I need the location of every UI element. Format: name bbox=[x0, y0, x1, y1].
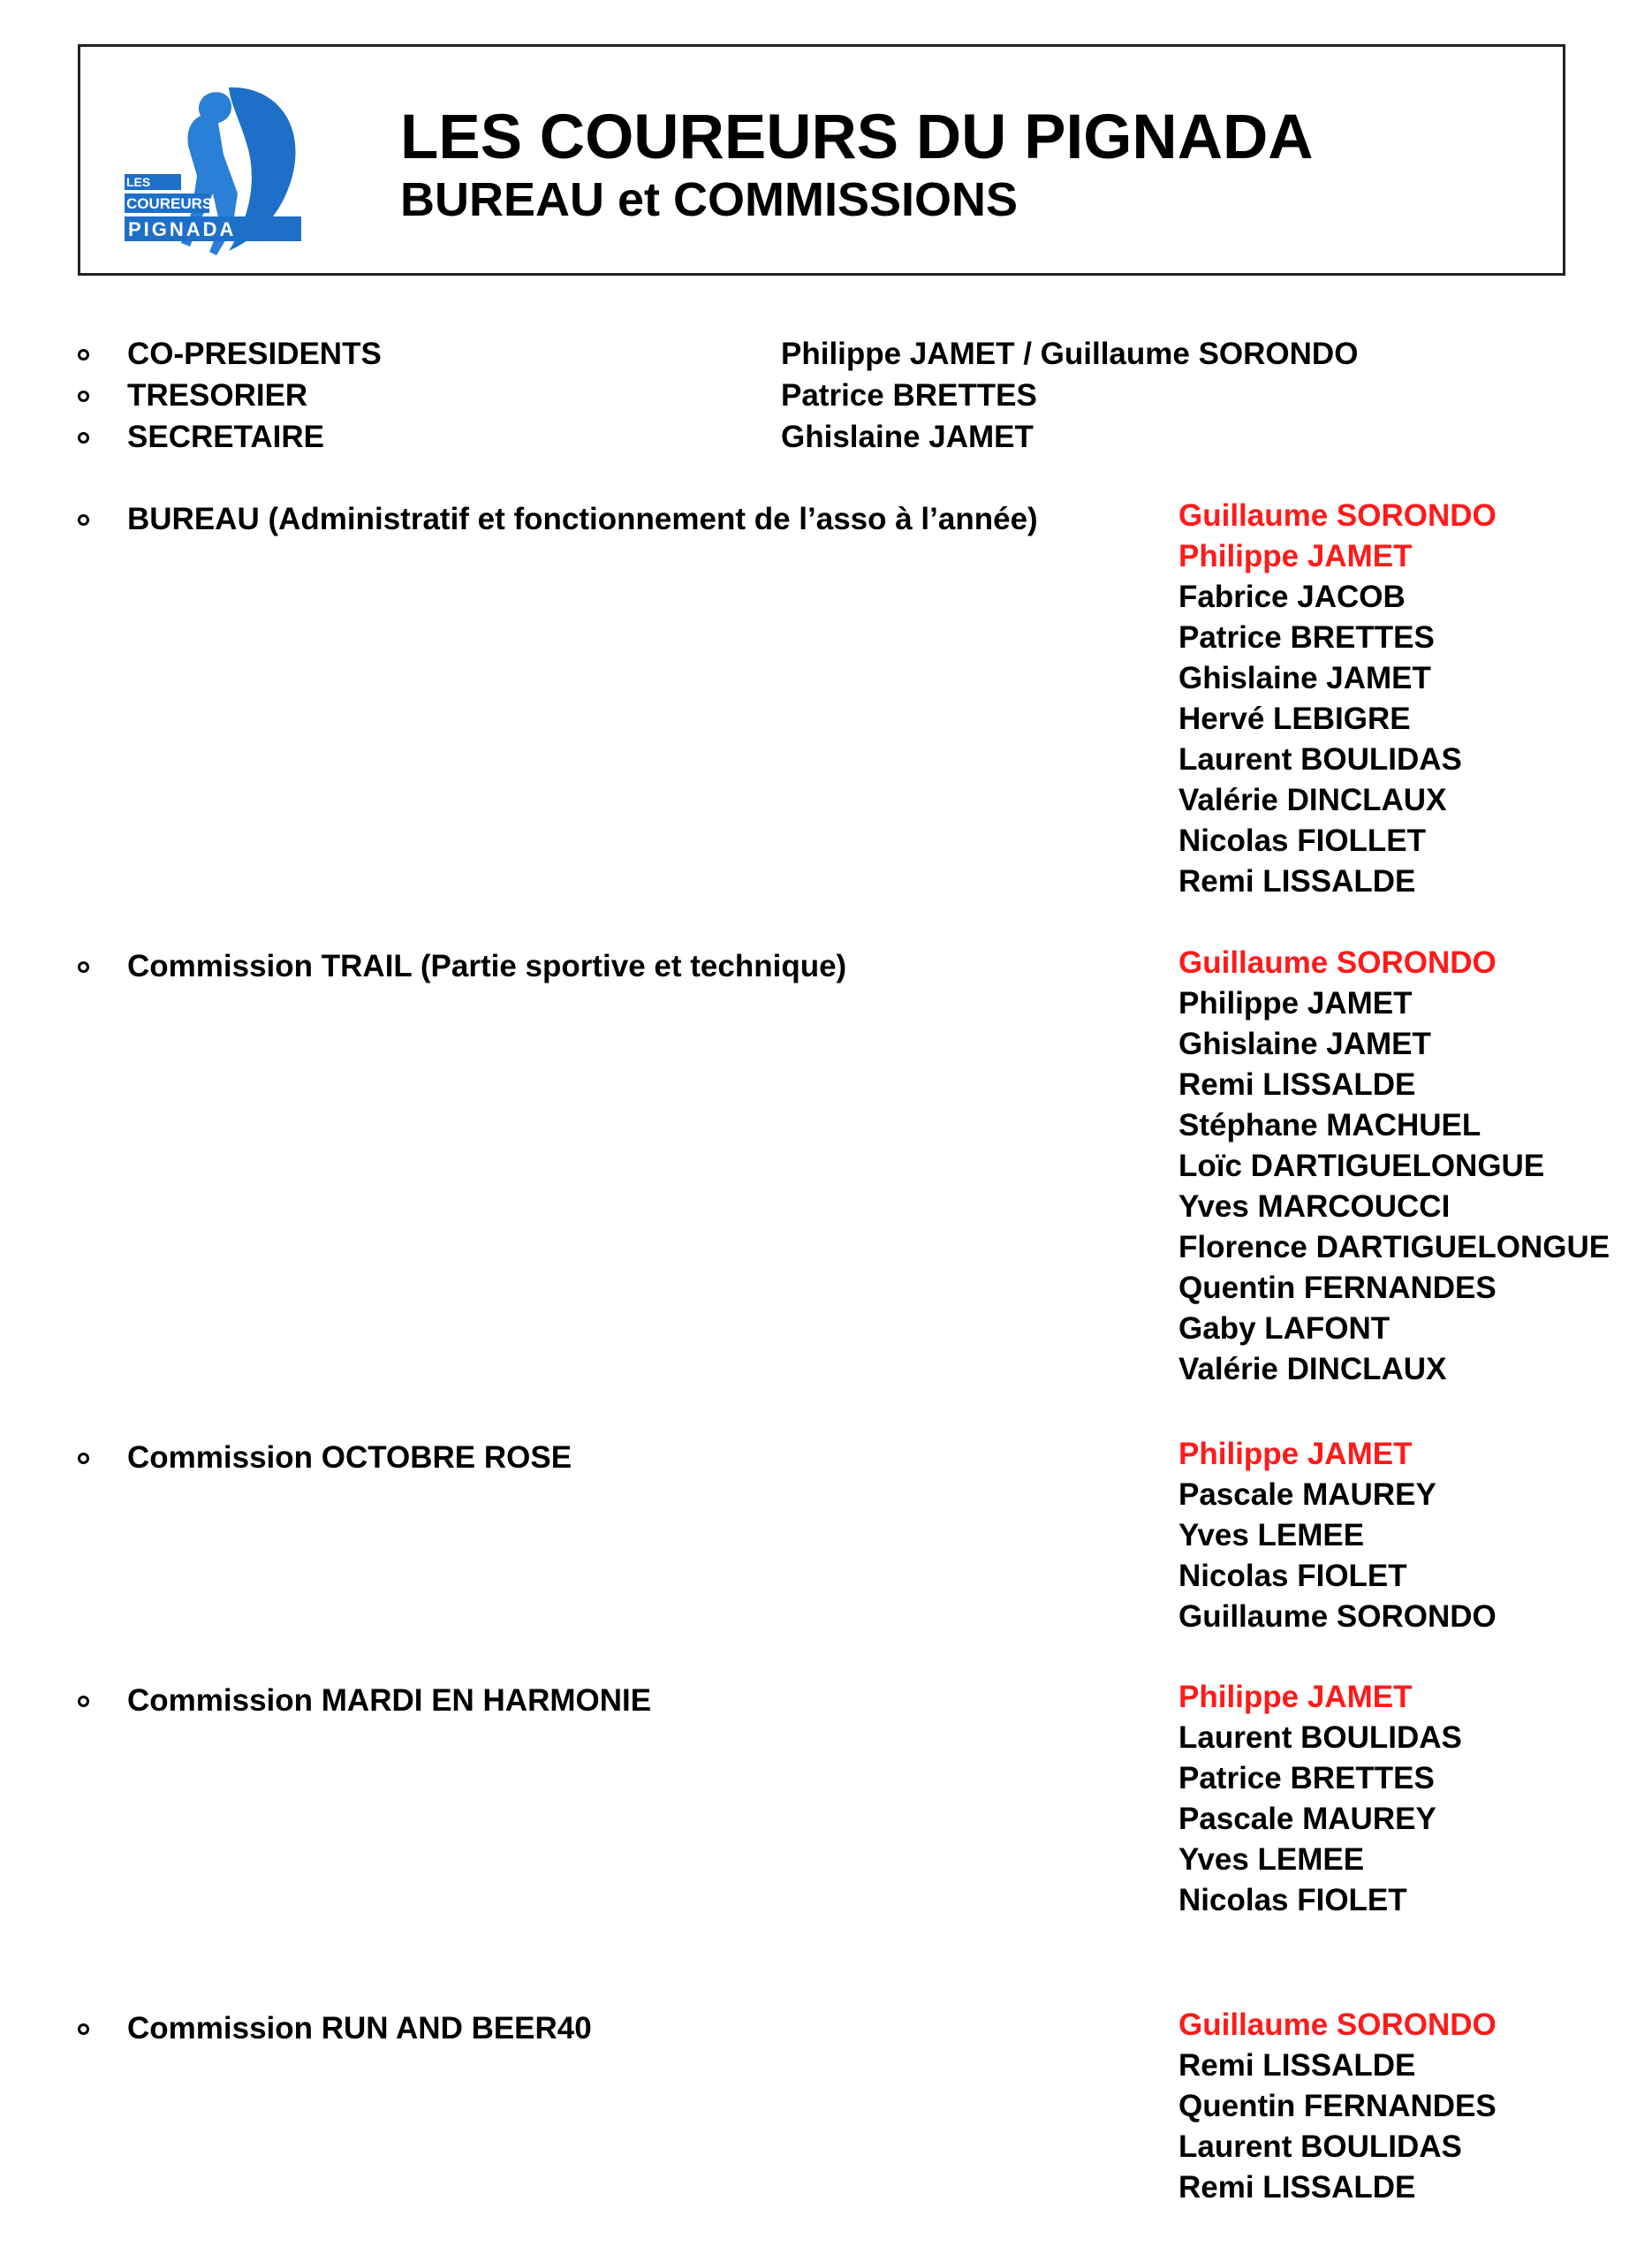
member-list bbox=[1178, 1677, 1462, 1921]
header-box bbox=[78, 44, 1565, 276]
commission-label: Commission TRAIL (Partie sportive et technique) bbox=[127, 949, 847, 983]
member-name: Philippe JAMET bbox=[1178, 986, 1413, 1021]
member-name: Gaby LAFONT bbox=[1178, 1311, 1391, 1346]
member-list bbox=[1178, 2005, 1497, 2208]
member-name-lead: Philippe JAMET bbox=[1178, 1680, 1413, 1714]
member-list bbox=[1178, 943, 1610, 1390]
member-name: Quentin FERNANDES bbox=[1178, 2089, 1497, 2123]
member-name-lead: Guillaume SORONDO bbox=[1178, 498, 1497, 533]
member-name: Yves LEMEE bbox=[1178, 1842, 1365, 1877]
page-subtitle: BUREAU et COMMISSIONS bbox=[400, 173, 1019, 226]
member-name: Valérie DINCLAUX bbox=[1178, 1352, 1447, 1386]
commission-label: BUREAU (Administratif et fonctionnement de l’asso à l’année) bbox=[127, 502, 1038, 536]
member-name-lead: Guillaume SORONDO bbox=[1178, 945, 1497, 980]
member-list bbox=[1178, 496, 1497, 902]
member-name-lead: Guillaume SORONDO bbox=[1178, 2008, 1497, 2042]
officer-name: Philippe JAMET / Guillaume SORONDO bbox=[781, 337, 1359, 371]
officer-role: CO-PRESIDENTS bbox=[127, 337, 382, 371]
logo-text-top: LES bbox=[126, 175, 151, 189]
member-name: Ghislaine JAMET bbox=[1178, 1027, 1431, 1061]
member-name: Ghislaine JAMET bbox=[1178, 661, 1431, 695]
member-name: Nicolas FIOLET bbox=[1178, 1883, 1407, 1917]
member-name: Remi LISSALDE bbox=[1178, 1067, 1416, 1102]
member-name: Yves MARCOUCCI bbox=[1178, 1189, 1451, 1224]
bullet-icon bbox=[78, 961, 89, 973]
member-name: Guillaume SORONDO bbox=[1178, 1599, 1497, 1634]
officer-role: SECRETAIRE bbox=[127, 420, 324, 454]
member-name: Quentin FERNANDES bbox=[1178, 1271, 1497, 1305]
bullet-icon bbox=[78, 391, 89, 402]
bullet-icon bbox=[78, 432, 89, 444]
member-name: Stéphane MACHUEL bbox=[1178, 1108, 1481, 1142]
logo-text-mid: COUREURS bbox=[126, 195, 213, 212]
member-name-lead: Philippe JAMET bbox=[1178, 539, 1413, 573]
officer-name: Ghislaine JAMET bbox=[781, 420, 1034, 454]
logo-text-bottom: PIGNADA bbox=[128, 218, 237, 240]
member-name: Nicolas FIOLET bbox=[1178, 1559, 1407, 1593]
member-name: Laurent BOULIDAS bbox=[1178, 1720, 1462, 1755]
member-name: Valérie DINCLAUX bbox=[1178, 783, 1447, 817]
commission-label: Commission RUN AND BEER40 bbox=[127, 2011, 592, 2046]
member-name: Patrice BRETTES bbox=[1178, 1761, 1435, 1795]
member-name: Fabrice JACOB bbox=[1178, 580, 1406, 614]
member-name: Patrice BRETTES bbox=[1178, 620, 1435, 655]
member-name: Pascale MAUREY bbox=[1178, 1802, 1436, 1836]
member-name: Hervé LEBIGRE bbox=[1178, 702, 1411, 736]
page-title: LES COUREURS DU PIGNADA bbox=[400, 102, 1314, 172]
member-name: Loïc DARTIGUELONGUE bbox=[1178, 1149, 1545, 1183]
bullet-icon bbox=[78, 1696, 89, 1707]
member-name: Remi LISSALDE bbox=[1178, 2048, 1416, 2083]
member-name: Laurent BOULIDAS bbox=[1178, 742, 1462, 777]
bullet-icon bbox=[78, 514, 89, 526]
member-name: Nicolas FIOLLET bbox=[1178, 824, 1427, 858]
member-list bbox=[1178, 1434, 1497, 1637]
member-name: Laurent BOULIDAS bbox=[1178, 2129, 1462, 2164]
bullet-icon bbox=[78, 349, 89, 361]
member-name: Florence DARTIGUELONGUE bbox=[1178, 1230, 1610, 1264]
officer-name: Patrice BRETTES bbox=[781, 378, 1037, 413]
officer-role: TRESORIER bbox=[127, 378, 308, 413]
bullet-icon bbox=[78, 1453, 89, 1464]
member-name-lead: Philippe JAMET bbox=[1178, 1437, 1413, 1471]
commission-label: Commission MARDI EN HARMONIE bbox=[127, 1683, 652, 1718]
member-name: Pascale MAUREY bbox=[1178, 1477, 1436, 1512]
commission-label: Commission OCTOBRE ROSE bbox=[127, 1440, 572, 1475]
member-name: Remi LISSALDE bbox=[1178, 864, 1416, 899]
member-name: Yves LEMEE bbox=[1178, 1518, 1365, 1552]
club-logo bbox=[125, 70, 310, 264]
member-name: Remi LISSALDE bbox=[1178, 2170, 1416, 2205]
bullet-icon bbox=[78, 2023, 89, 2035]
